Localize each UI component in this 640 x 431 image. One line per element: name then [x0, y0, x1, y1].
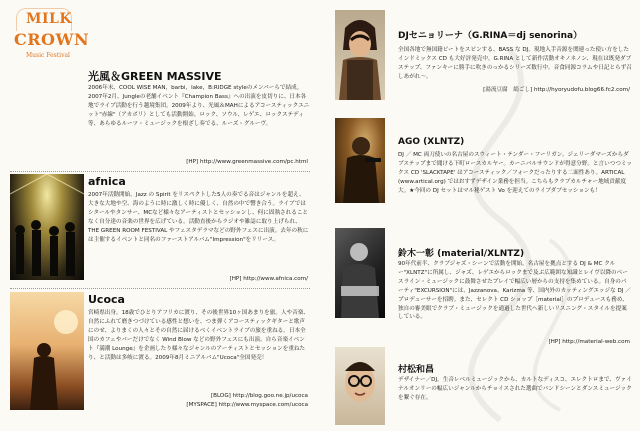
- artist-link-senorina[interactable]: [湯流豆腐 絹ごし] http://hyoryudofu.blog66.fc2.com/: [483, 87, 630, 93]
- artist-title-senorina: DJセニョリーナ（G.RINA＝dj senorina）: [398, 31, 583, 41]
- artist-link-suzuki[interactable]: [HP] http://material-web.com: [548, 339, 630, 345]
- artist-title-ucoca: Ucoca: [88, 293, 125, 306]
- artist-title-afnica: afnica: [88, 175, 126, 188]
- artist-link-afnica[interactable]: [HP] http://www.afnica.com/: [229, 276, 308, 282]
- logo-line-subtitle: Music Festival: [26, 52, 70, 59]
- artist-photo-ago: [335, 118, 385, 203]
- artist-body-afnica: 2007年活動開始。Jazz の Spirit をリスペクトした5人の奏でる音はジャンルを超え、大きな大地や空、海のように時に激しく時に優しく、自然の中で響き合う。ライブではシタールやタンサー、MCなど様々なアーティストとセッションし、何に固執されることなく自分達の音楽の世界を広げている。活動直後からラジオや雑誌に取り上げられ、THE GREEN ROOM FESTIVAL やフェスタデラマなどの野外フェスに出演。去年の秋には主催するイベントと同名のファーストアルバム"Impression"をリリース。: [88, 192, 309, 243]
- artist-link-ucoca-myspace[interactable]: [MYSPACE] http://www.myspace.com/ucoca: [186, 402, 308, 408]
- artist-body-senorina: 全国各地で無国籍ビートをスピンする、BASS な DJ。現地入手音源を関連った使い方をしたインドミックス CD も大好評発売中。G.RINA として新作活動オキノネノン、現在は既発ダブステップ、ファンキーに勝手に吹きのっかるシリーズ数行中。音食同源コラムや日記とらず召しあがれ～。: [398, 47, 632, 80]
- section-divider: [10, 288, 310, 289]
- artist-photo-ucoca: [10, 292, 84, 410]
- artist-photo-afnica: [10, 174, 84, 280]
- artist-title-muramatsu: 村松和昌: [398, 365, 435, 375]
- artist-photo-senorina: [335, 10, 385, 100]
- logo-line-milk: MILK: [26, 11, 73, 27]
- artist-title-greenmassive: 光風＆GREEN MASSIVE: [88, 70, 222, 83]
- artist-photo-suzuki: [335, 228, 385, 318]
- artist-body-ago: DJ ／ MC 両刀使いの名古屋のスウィート・テンダー・フーリガン。ジェリーダマーズからダブステップまで聞ける下町ロースカルヤー。カーニバルサウンドが得意分野。と言いつつミックス CD 'SLACKTAPE' はアコースティック／フォークだったりする二面性あり。ARTICAL (www.artical.org) ではおすずデザイン業務を担当。こちらもクラブカルチャー地域貢献度大。★今回の DJ セットはマル秘ゲスト Vo を迎えてのライブダブセッションも！: [398, 152, 632, 194]
- milk-crown-logo: [8, 6, 90, 64]
- section-divider: [10, 171, 310, 172]
- artist-body-suzuki: 90年代前半、クラブジャズ・シーンで活動を開始。名古屋を拠点とする DJ & MC クルー"XLNTZ"に所属し、ジャズ、レゲエからロックまで及ぶ広範囲な知識とレイヴ以降のベースライン・ミュージックに鼓舞させたプレイで幅広い層からの支持を集めている。自身のパーティ"EXCURSION"には、Jazzanova、Karizma 等、国内外のカッティングエッジな DJ ／プロデューサーを招聘。また、セレクト CD ショップ［material］のプロデュースも務め、独自の審美眼でクラブ・ミュージックを通過した世代へ新しいリスニング・スタイルを提案している。: [398, 261, 631, 321]
- artist-body-muramatsu: デザイナー／DJ。生音レベルミュージックから、カルトなディスコ、エレクトロまで、ヴァイナルオンリーの幅広いジャンルからチョイスされた選曲でバンドシーンとダンスミュージックを繋ぐ存在。: [398, 377, 632, 401]
- artist-body-ucoca: 宮崎県出身。18歳でひとりアフリカに渡り、その後世界10ヶ国あまりを旅。人や音楽、自然にふれて磨きつづけている感性と想いを、つま弾くアコースティックギターと歌声にのせ、よりまくの人々とその自然に届けるべくイベントライブの旅を重ねる。日本全国のカフェやバーだけでなく Wind Blow などの野外フェスにも出演。自ら音楽イベント『満潮 Lounge』を企画したり様々なジャンルのアーティストとセッションを重ねたり、と活動は多岐に渡る。2009年8月ミニアルバム"Ucoca"全国発売！: [88, 310, 309, 361]
- logo-line-crown: CROWN: [14, 30, 90, 49]
- artist-title-suzuki: 鈴木一彰 (material/XLNTZ): [398, 249, 525, 259]
- artist-body-greenmassive: 2006年末、COOL WISE MAN，barbi，lake，B:RIDGE styleのメンバーらで結成。2007年2月、Jungleの老舗イベント『Champion Bass』への出演を皮切りに、日本各地でライブ活動を行う越境集団。2009年より、光風＆MAHによるアコースティックユニット"赤線"（アカボリ）としても活動開始。ロック、ソウル、レゲエ、ロックステディ等、あらゆるルーツ・ミュージックを根ざし奏でる、ルーズ・グルーヴ。: [88, 85, 310, 127]
- artist-photo-muramatsu: [335, 347, 385, 425]
- artist-link-ucoca-blog[interactable]: [BLOG] http://blog.goo.ne.jp/ucoca: [210, 393, 308, 399]
- artist-title-ago: AGO (XLNTZ): [398, 137, 465, 147]
- artist-link-greenmassive[interactable]: [HP] http://www.greenmassive.com/pc.html: [186, 159, 308, 165]
